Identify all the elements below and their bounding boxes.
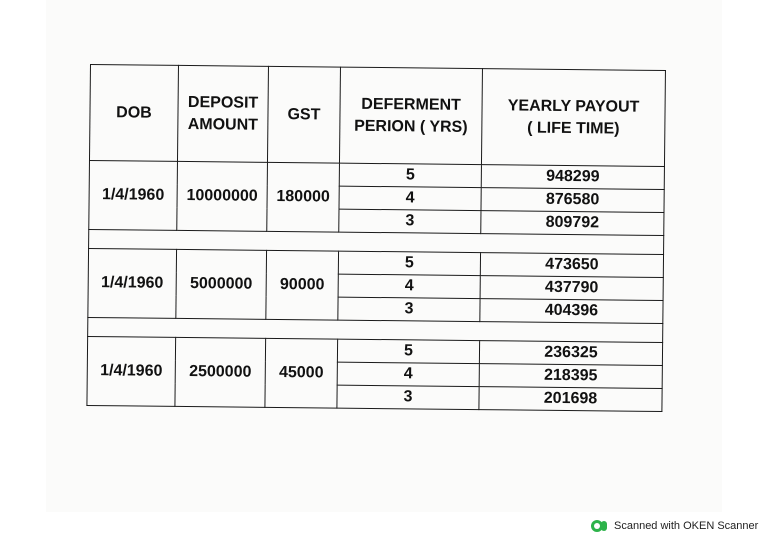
deferment-cell: 4 [338, 274, 480, 298]
deferment-cell: 5 [338, 251, 480, 275]
deposit-cell: 2500000 [175, 337, 266, 407]
header-yearly-payout: YEARLY PAYOUT ( LIFE TIME) [481, 69, 665, 167]
deferment-cell: 4 [339, 186, 481, 210]
scanner-watermark-text: Scanned with OKEN Scanner [614, 520, 759, 532]
deferment-cell: 3 [337, 385, 479, 409]
table-row [89, 160, 664, 189]
deferment-cell: 5 [337, 339, 479, 363]
payout-cell: 218395 [479, 364, 662, 389]
gst-cell: 90000 [266, 250, 339, 320]
gst-cell: 45000 [265, 338, 338, 408]
deferment-cell: 3 [338, 297, 480, 321]
scanner-watermark [590, 518, 758, 534]
dob-cell: 1/4/1960 [89, 160, 178, 230]
header-gst: GST [267, 66, 340, 163]
payout-table [86, 64, 665, 412]
deferment-cell: 4 [337, 362, 479, 386]
deposit-cell: 10000000 [177, 161, 268, 231]
table-row [88, 248, 663, 277]
payout-table-grid [86, 64, 666, 412]
deferment-cell: 5 [339, 163, 481, 187]
deferment-cell: 3 [339, 209, 481, 233]
table-row [87, 336, 662, 365]
payout-cell: 404396 [480, 299, 663, 324]
header-deferment-period: DEFERMENT PERION ( YRS) [339, 67, 482, 164]
table-header-row [89, 65, 665, 167]
dob-cell: 1/4/1960 [88, 248, 177, 318]
dob-cell: 1/4/1960 [87, 336, 176, 406]
payout-cell: 236325 [479, 341, 662, 366]
payout-cell: 437790 [480, 276, 663, 301]
payout-cell: 876580 [481, 188, 664, 213]
payout-cell: 809792 [481, 211, 664, 236]
gst-cell: 180000 [267, 162, 340, 232]
header-dob: DOB [89, 65, 178, 162]
payout-cell: 201698 [479, 387, 662, 412]
deposit-cell: 5000000 [176, 249, 267, 319]
oken-scanner-logo-icon [590, 519, 608, 533]
payout-cell: 948299 [481, 165, 664, 190]
payout-cell: 473650 [480, 253, 663, 278]
header-deposit-amount: DEPOSIT AMOUNT [177, 65, 268, 162]
